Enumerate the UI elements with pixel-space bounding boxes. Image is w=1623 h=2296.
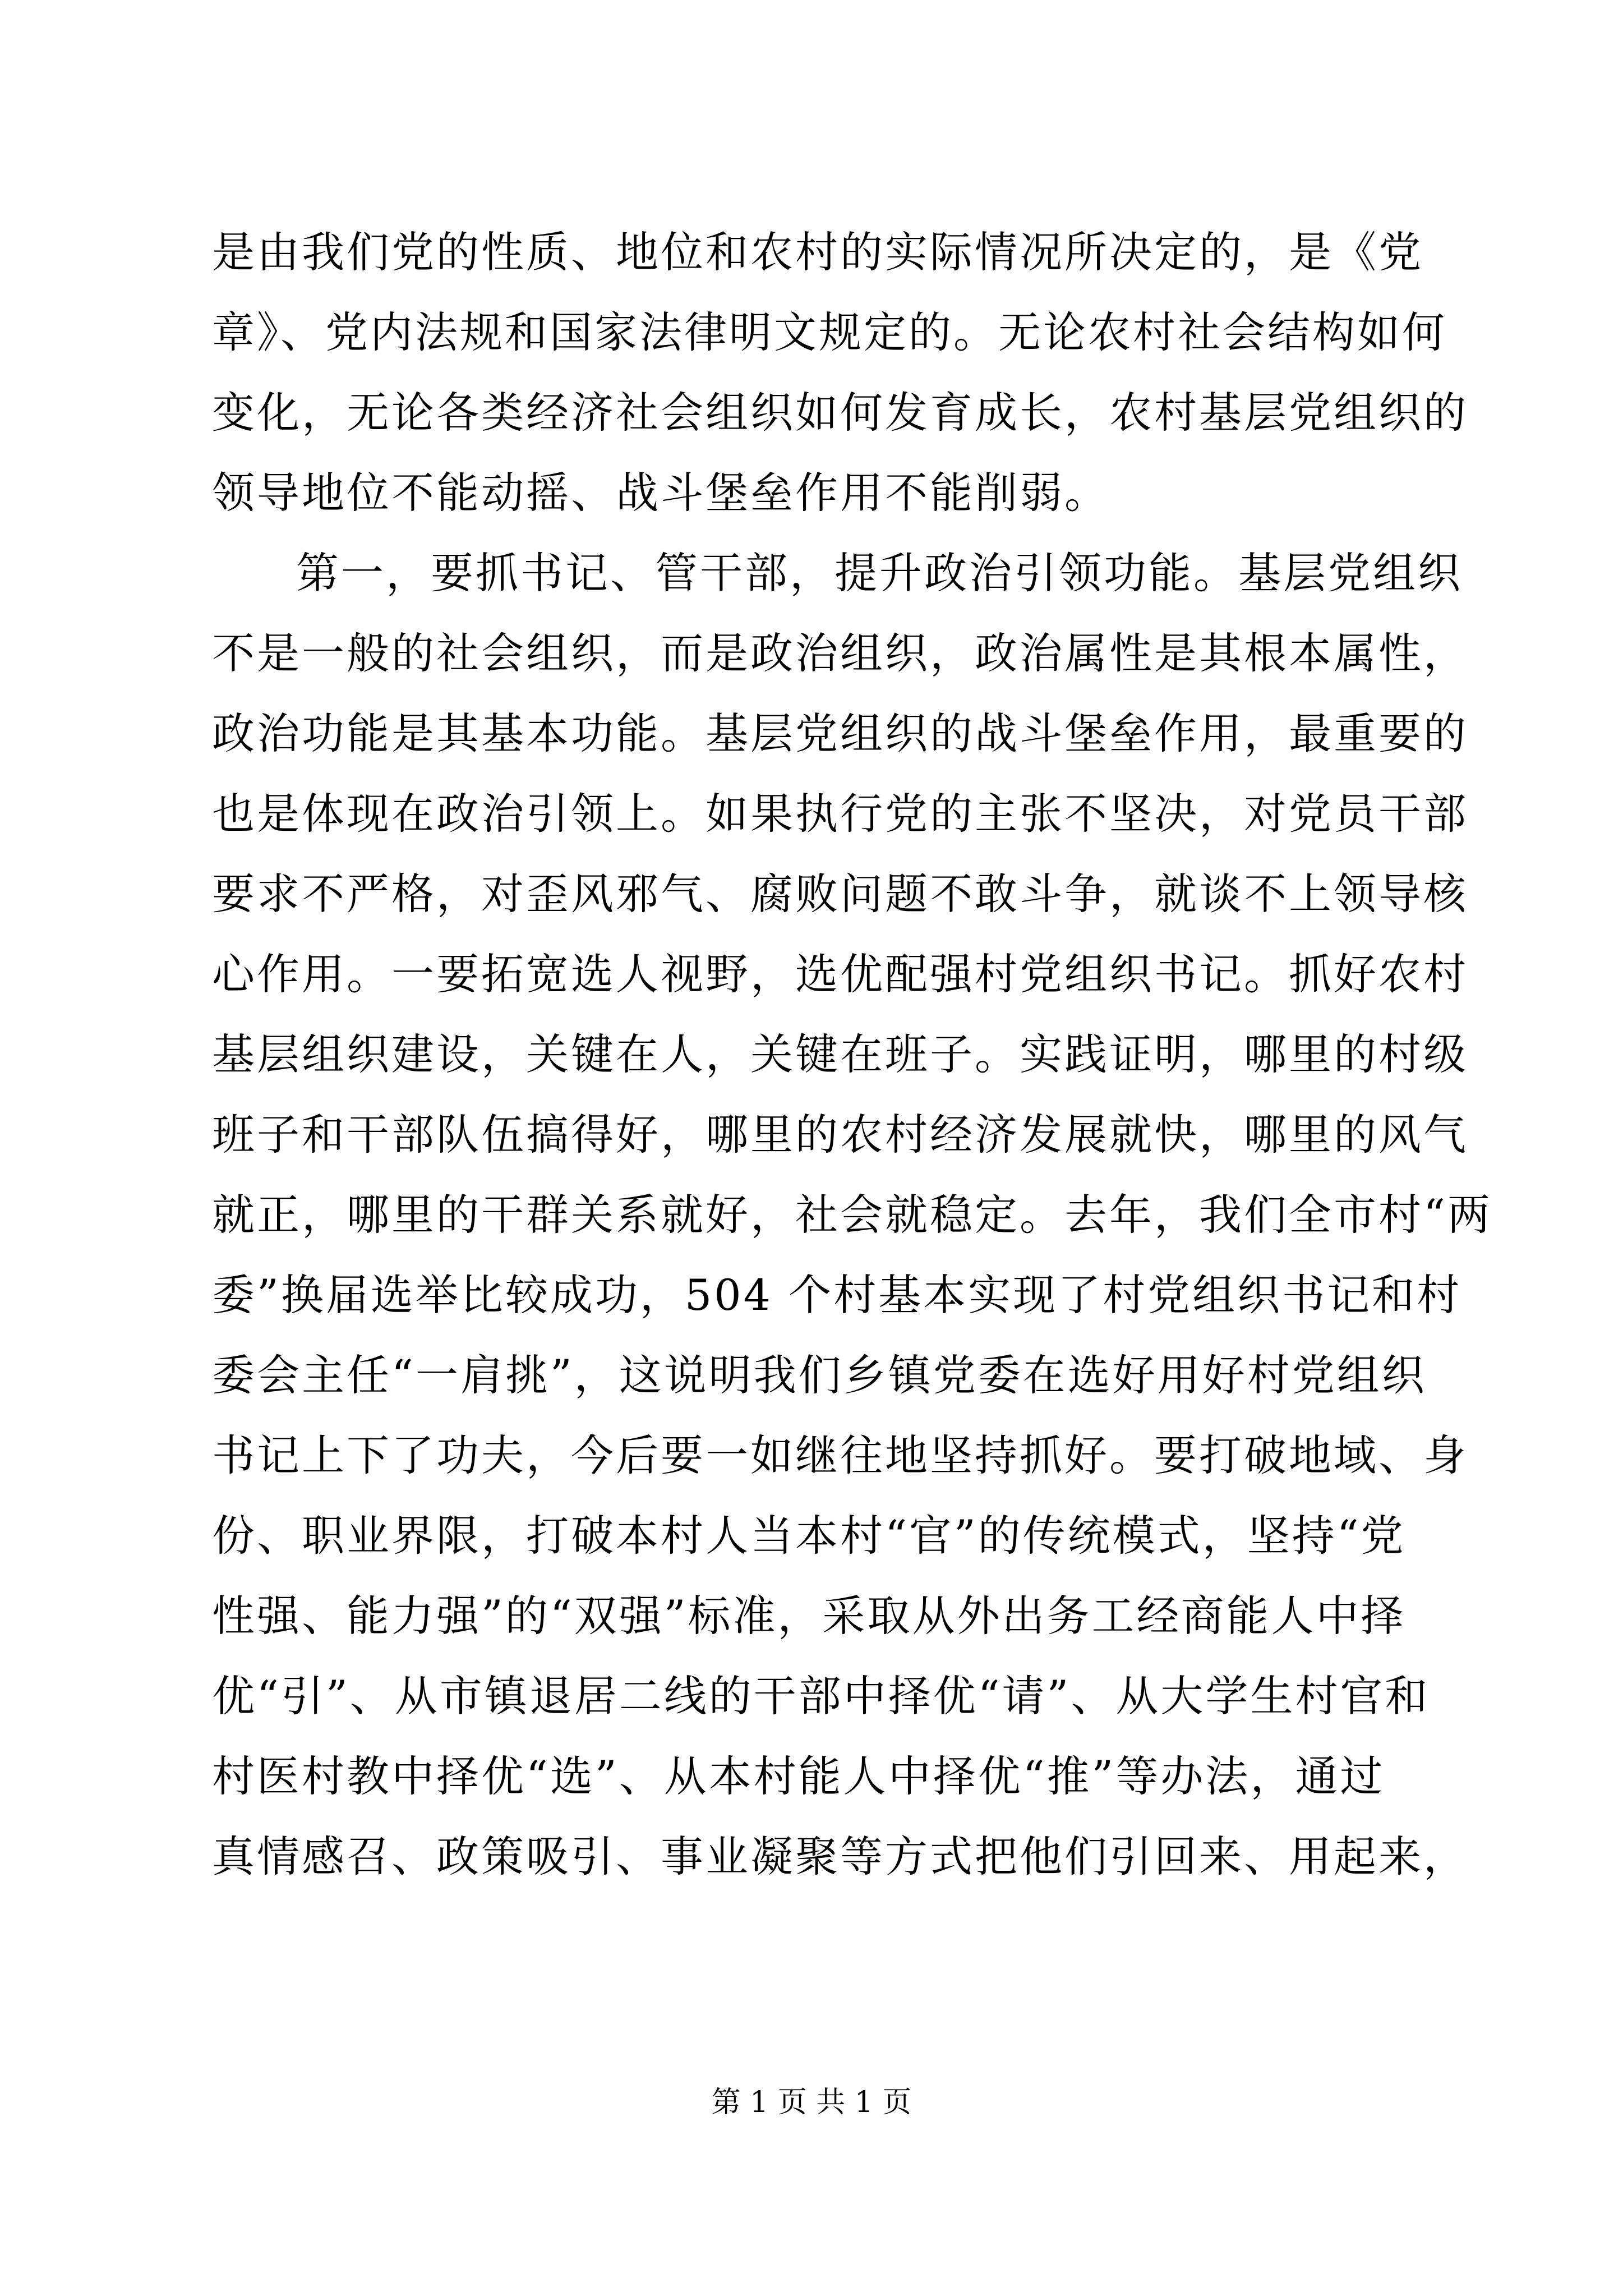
text-line: 是由我们党的性质、地位和农村的实际情况所决定的，是《党	[212, 227, 1423, 277]
text-line: 领导地位不能动摇、战斗堡垒作用不能削弱。	[212, 468, 1109, 518]
text-line: 性强、能力强”的“双强”标准，采取从外出务工经商能人中择	[212, 1591, 1406, 1641]
text-line: 委会主任“一肩挑”，这说明我们乡镇党委在选好用好村党组织	[212, 1350, 1427, 1400]
text-line: 不是一般的社会组织，而是政治组织，政治属性是其根本属性，	[212, 628, 1468, 678]
text-line: 也是体现在政治引领上。如果执行党的主张不坚决，对党员干部	[212, 789, 1468, 839]
text-line: 基层组织建设，关键在人，关键在班子。实践证明，哪里的村级	[212, 1029, 1468, 1079]
text-line: 政治功能是其基本功能。基层党组织的战斗堡垒作用，最重要的	[212, 708, 1468, 758]
text-line: 委”换届选举比较成功，504 个村基本实现了村党组织书记和村	[212, 1270, 1462, 1320]
text-line: 书记上下了功夫，今后要一如继往地坚持抓好。要打破地域、身	[212, 1430, 1468, 1480]
page-number-footer: 第 1 页 共 1 页	[711, 2086, 912, 2119]
text-line: 要求不严格，对歪风邪气、腐败问题不敢斗争，就谈不上领导核	[212, 869, 1468, 919]
text-line: 优“引”、从市镇退居二线的干部中择优“请”、从大学生村官和	[212, 1671, 1430, 1721]
text-line: 真情感召、政策吸引、事业凝聚等方式把他们引回来、用起来，	[212, 1832, 1468, 1881]
text-line: 村医村教中择优“选”、从本村能人中择优“推”等办法，通过	[212, 1751, 1385, 1801]
text-line: 班子和干部队伍搞得好，哪里的农村经济发展就快，哪里的风气	[212, 1110, 1468, 1159]
text-line: 变化，无论各类经济社会组织如何发育成长，农村基层党组织的	[212, 388, 1468, 438]
text-line: 心作用。一要拓宽选人视野，选优配强村党组织书记。抓好农村	[212, 949, 1468, 999]
text-line: 就正，哪里的干群关系就好，社会就稳定。去年，我们全市村“两	[212, 1190, 1492, 1240]
paragraph-first-line: 第一，要抓书记、管干部，提升政治引领功能。基层党组织	[296, 548, 1463, 598]
text-line: 份、职业界限，打破本村人当本村“官”的传统模式，坚持“党	[212, 1511, 1406, 1561]
text-line: 章》、党内法规和国家法律明文规定的。无论农村社会结构如何	[212, 307, 1447, 357]
